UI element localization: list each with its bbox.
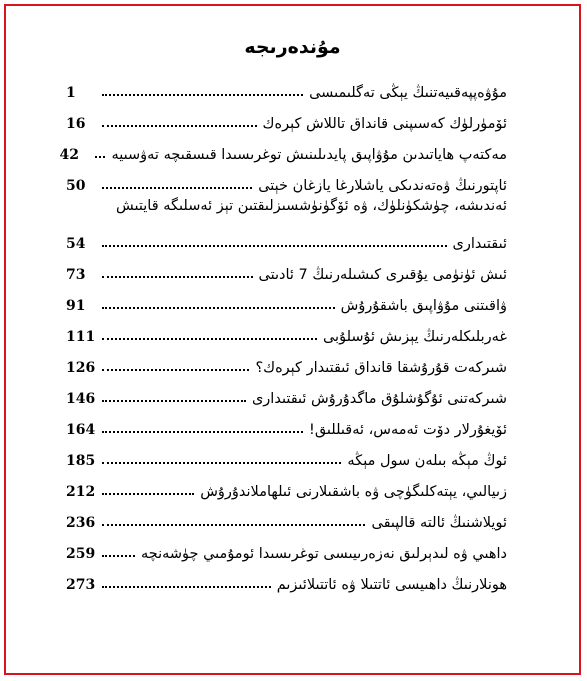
- toc-entry-title: شىركەتنى ئۇگۇشلۇق ماگدۇرۇش ئىقتىدارى: [251, 391, 507, 407]
- toc-entry-title: غەربلىكلەرنىڭ يېزىش ئۇسلۇبى: [322, 329, 507, 345]
- toc-entry-title: ئۆيغۇرلار دۆت ئەمەس، ئەقىللىق!: [309, 422, 507, 438]
- toc-entry[interactable]: [66, 252, 507, 283]
- toc-entry[interactable]: [66, 500, 507, 531]
- toc-entry-page: 259: [66, 546, 96, 562]
- dot-leader: [102, 493, 194, 495]
- dot-leader: [102, 307, 335, 309]
- toc-entry-page: 126: [66, 360, 96, 376]
- toc-entry-title: ئاپتورنىڭ ۋەتەندىكى ياشلارغا يازغان خېتى: [258, 178, 507, 194]
- dot-leader: [102, 586, 271, 588]
- toc-entry-title: داھىي ۋە لىدېرلىق نەزەرىيىسى توغرىسىدا ئومۇمىي چۈشەنچە: [140, 546, 507, 562]
- toc-entry-page: 91: [66, 298, 86, 314]
- toc-entry-title-line1: ئەندىشە، چۈشكۈنلۈك، ۋە ئۆگۈنۈشسىزلىقتىن تېز ئەسلىگە قايتىش: [116, 198, 507, 214]
- toc-entry[interactable]: [66, 194, 507, 252]
- toc-entry-title: ئىش ئۈنۈمى يۇقىرى كىشىلەرنىڭ 7 ئادىتى: [258, 267, 507, 283]
- dot-leader: [102, 369, 249, 371]
- toc-entry[interactable]: [66, 163, 507, 194]
- toc-entry-title: ۋاقىتنى مۇۋاپىق باشقۇرۇش: [340, 298, 507, 314]
- toc-list: [59, 70, 507, 593]
- toc-entry[interactable]: [66, 469, 507, 500]
- toc-entry-title: ئوڭ مېڭە بىلەن سول مېڭە: [347, 453, 507, 469]
- toc-entry-page: 111: [66, 329, 96, 345]
- toc-entry[interactable]: [66, 562, 507, 593]
- toc-entry-line2: [66, 223, 507, 252]
- toc-entry-page: 1: [66, 85, 76, 101]
- toc-entry[interactable]: [66, 283, 507, 314]
- toc-entry-title: مۇۋەپپەقىيەتنىڭ يېڭى تەگلىمىسى: [309, 85, 507, 101]
- toc-title: مۇندەرىجە: [244, 36, 341, 58]
- toc-entry-page: 212: [66, 484, 96, 500]
- toc-entry[interactable]: [59, 132, 507, 163]
- dot-leader: [102, 462, 341, 464]
- toc-entry[interactable]: [66, 101, 507, 132]
- toc-entry-title: ئۆمۈرلۈك كەسىپنى قانداق تاللاش كېرەك: [262, 116, 507, 132]
- toc-entry-page: 164: [66, 422, 96, 438]
- toc-entry-page: 236: [66, 515, 96, 531]
- toc-entry-page: 54: [66, 236, 86, 252]
- dot-leader: [102, 555, 135, 557]
- toc-entry[interactable]: [66, 531, 507, 562]
- dot-leader: [95, 156, 105, 158]
- toc-entry[interactable]: [66, 376, 507, 407]
- toc-entry[interactable]: [66, 345, 507, 376]
- toc-entry-title-line2: ئىقتىدارى: [452, 236, 507, 252]
- dot-leader: [102, 187, 252, 189]
- toc-entry-title: مەكتەپ ھاياتىدىن مۇۋاپىق پايدىلىنىش توغرىسىدا قىسقىچە تەۋسىيە: [111, 147, 507, 163]
- toc-entry-title: ئويلاشنىڭ ئالتە قالپىقى: [371, 515, 507, 531]
- dot-leader: [102, 338, 317, 340]
- toc-entry-title: ھونلارنىڭ داھىيسى ئاتتىلا ۋە ئاتتىلائىزىم: [276, 577, 507, 593]
- dot-leader: [102, 524, 365, 526]
- toc-entry[interactable]: [66, 314, 507, 345]
- page-frame: [4, 4, 581, 675]
- toc-entry-title: شىركەت قۇرۇشقا قانداق ئىقتىدار كېرەك؟: [255, 360, 507, 376]
- toc-entry[interactable]: [66, 70, 507, 101]
- dot-leader: [102, 276, 253, 278]
- toc-entry-page: 16: [66, 116, 86, 132]
- toc-entry-page: 73: [66, 267, 86, 283]
- dot-leader: [102, 431, 303, 433]
- toc-entry-page: 42: [59, 147, 79, 163]
- dot-leader: [102, 125, 257, 127]
- toc-entry-page: 185: [66, 453, 96, 469]
- toc-entry-title: زىيالىي، يېتەكلىگۈچى ۋە باشقىلارنى ئىلھاملاندۇرۇش: [200, 484, 507, 500]
- toc-entry-page: 273: [66, 577, 96, 593]
- toc-entry-page: 50: [66, 178, 86, 194]
- toc-entry[interactable]: [66, 438, 507, 469]
- toc-entry[interactable]: [66, 407, 507, 438]
- dot-leader: [102, 245, 447, 247]
- dot-leader: [102, 94, 303, 96]
- dot-leader: [102, 400, 246, 402]
- toc-entry-page: 146: [66, 391, 96, 407]
